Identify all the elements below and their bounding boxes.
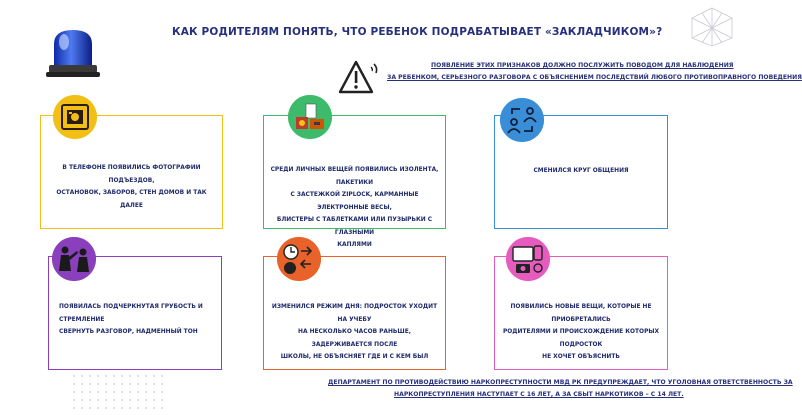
decor-dot: [105, 375, 107, 377]
decor-dot: [97, 399, 99, 401]
decor-dot: [113, 399, 115, 401]
card-text: СРЕДИ ЛИЧНЫХ ВЕЩЕЙ ПОЯВИЛИСЬ ИЗОЛЕНТА, ПАКЕТИКИ С ЗАСТЕЖКОЙ ZIPLOCK, КАРМАННЫЕ ЭЛЕКТРОННЫЕ ВЕСЫ, БЛИСТЕРЫ С ТАБЛЕТКАМИ ИЛИ ПУЗЫРЬКИ С ГЛАЗНЫМИ КАПЛЯМИ: [270, 167, 439, 248]
decor-dot: [161, 407, 163, 409]
warning-triangle-icon: [338, 58, 382, 98]
decor-dot: [153, 375, 155, 377]
decor-dot: [137, 391, 139, 393]
argument-people-icon: [52, 237, 96, 281]
decor-dot: [89, 391, 91, 393]
packages-icon: [288, 95, 332, 139]
decor-dot: [73, 391, 75, 393]
dot-pattern-decoration: [70, 372, 166, 412]
decor-dot: [73, 383, 75, 385]
decor-dot: [105, 407, 107, 409]
decor-dot: [89, 407, 91, 409]
decor-dot: [97, 391, 99, 393]
photo-camera-icon: [53, 95, 97, 139]
decor-dot: [105, 399, 107, 401]
decor-dot: [81, 375, 83, 377]
decor-dot: [161, 375, 163, 377]
decor-dot: [73, 407, 75, 409]
decor-dot: [105, 383, 107, 385]
decor-dot: [129, 375, 131, 377]
decor-dot: [145, 399, 147, 401]
decor-dot: [153, 383, 155, 385]
clock-schedule-icon: [277, 237, 321, 281]
decor-dot: [81, 407, 83, 409]
decor-dot: [121, 375, 123, 377]
decor-dot: [145, 407, 147, 409]
decor-dot: [137, 383, 139, 385]
police-siren-icon: [40, 26, 106, 80]
decor-dot: [121, 399, 123, 401]
decor-dot: [137, 399, 139, 401]
decor-dot: [137, 375, 139, 377]
decor-dot: [73, 375, 75, 377]
decor-dot: [153, 399, 155, 401]
decor-dot: [89, 383, 91, 385]
card-text: СМЕНИЛСЯ КРУГ ОБЩЕНИЯ: [533, 168, 629, 174]
card-text: В ТЕЛЕФОНЕ ПОЯВИЛИСЬ ФОТОГРАФИИ ПОДЪЕЗДОВ, ОСТАНОВОК, ЗАБОРОВ, СТЕН ДОМОВ И ТАК ДАЛЕЕ: [56, 165, 207, 209]
footer-warning-line-1: ДЕПАРТАМЕНТ ПО ПРОТИВОДЕЙСТВИЮ НАРКОПРЕСТУПНОСТИ МВД РК ПРЕДУПРЕЖДАЕТ, ЧТО УГОЛОВНАЯ ОТВЕТСТВЕННОСТЬ ЗА: [328, 379, 793, 386]
decor-dot: [153, 407, 155, 409]
decor-dot: [129, 407, 131, 409]
sign-card-items: [263, 115, 446, 248]
decor-dot: [161, 391, 163, 393]
decor-dot: [97, 375, 99, 377]
decor-dot: [81, 399, 83, 401]
decor-dot: [153, 391, 155, 393]
decor-dot: [73, 399, 75, 401]
intro-line-2: ЗА РЕБЕНКОМ, СЕРЬЕЗНОГО РАЗГОВОРА С ОБЪЯСНЕНИЕМ ПОСЛЕДСТВИЙ ЛЮБОГО ПРОТИВОПРАВНОГО ПОВЕДЕНИЯ: [387, 74, 802, 81]
card-text: ПОЯВИЛИСЬ НОВЫЕ ВЕЩИ, КОТОРЫЕ НЕ ПРИОБРЕТАЛИСЬ РОДИТЕЛЯМИ И ПРОИСХОЖДЕНИЕ КОТОРЫХ ПОДРОСТОК НЕ ХОЧЕТ ОБЪЯСНИТЬ: [502, 304, 660, 360]
decor-dot: [97, 383, 99, 385]
decor-dot: [121, 391, 123, 393]
decor-dot: [145, 383, 147, 385]
decor-dot: [105, 391, 107, 393]
decor-dot: [113, 391, 115, 393]
decor-dot: [161, 399, 163, 401]
decor-dot: [129, 399, 131, 401]
decor-dot: [89, 375, 91, 377]
decor-dot: [81, 391, 83, 393]
card-text: ПОЯВИЛАСЬ ПОДЧЕРКНУТАЯ ГРУБОСТЬ И СТРЕМЛЕНИЕ СВЕРНУТЬ РАЗГОВОР, НАДМЕННЫЙ ТОН: [59, 304, 203, 335]
page-title: КАК РОДИТЕЛЯМ ПОНЯТЬ, ЧТО РЕБЕНОК ПОДРАБАТЫВАЕТ «ЗАКЛАДЧИКОМ»?: [172, 26, 663, 38]
decor-dot: [113, 383, 115, 385]
gadgets-icon: [506, 237, 550, 281]
intro-line-1: ПОЯВЛЕНИЕ ЭТИХ ПРИЗНАКОВ ДОЛЖНО ПОСЛУЖИТЬ ПОВОДОМ ДЛЯ НАБЛЮДЕНИЯ: [431, 62, 734, 69]
card-text: ИЗМЕНИЛСЯ РЕЖИМ ДНЯ: ПОДРОСТОК УХОДИТ НА УЧЕБУ НА НЕСКОЛЬКО ЧАСОВ РАНЬШЕ, ЗАДЕРЖИВАЕТСЯ ПОСЛЕ ШКОЛЫ, НЕ ОБЪЯСНЯЕТ ГДЕ И С КЕМ БЫЛ: [271, 304, 438, 360]
decor-dot: [113, 407, 115, 409]
decor-dot: [129, 383, 131, 385]
decor-dot: [89, 399, 91, 401]
decor-dot: [129, 391, 131, 393]
decor-dot: [113, 375, 115, 377]
decor-dot: [121, 383, 123, 385]
decor-dot: [145, 375, 147, 377]
decor-dot: [137, 407, 139, 409]
decor-dot: [81, 383, 83, 385]
decor-dot: [97, 407, 99, 409]
decor-dot: [145, 391, 147, 393]
decor-dot: [161, 383, 163, 385]
cube-logo-icon: [690, 6, 734, 48]
decor-dot: [121, 407, 123, 409]
footer-warning-line-2: НАРКОПРЕСТУПЛЕНИЯ НАСТУПАЕТ С 16 ЛЕТ, А ЗА СБЫТ НАРКОТИКОВ – С 14 ЛЕТ.: [394, 391, 684, 398]
people-exchange-icon: [500, 98, 544, 142]
